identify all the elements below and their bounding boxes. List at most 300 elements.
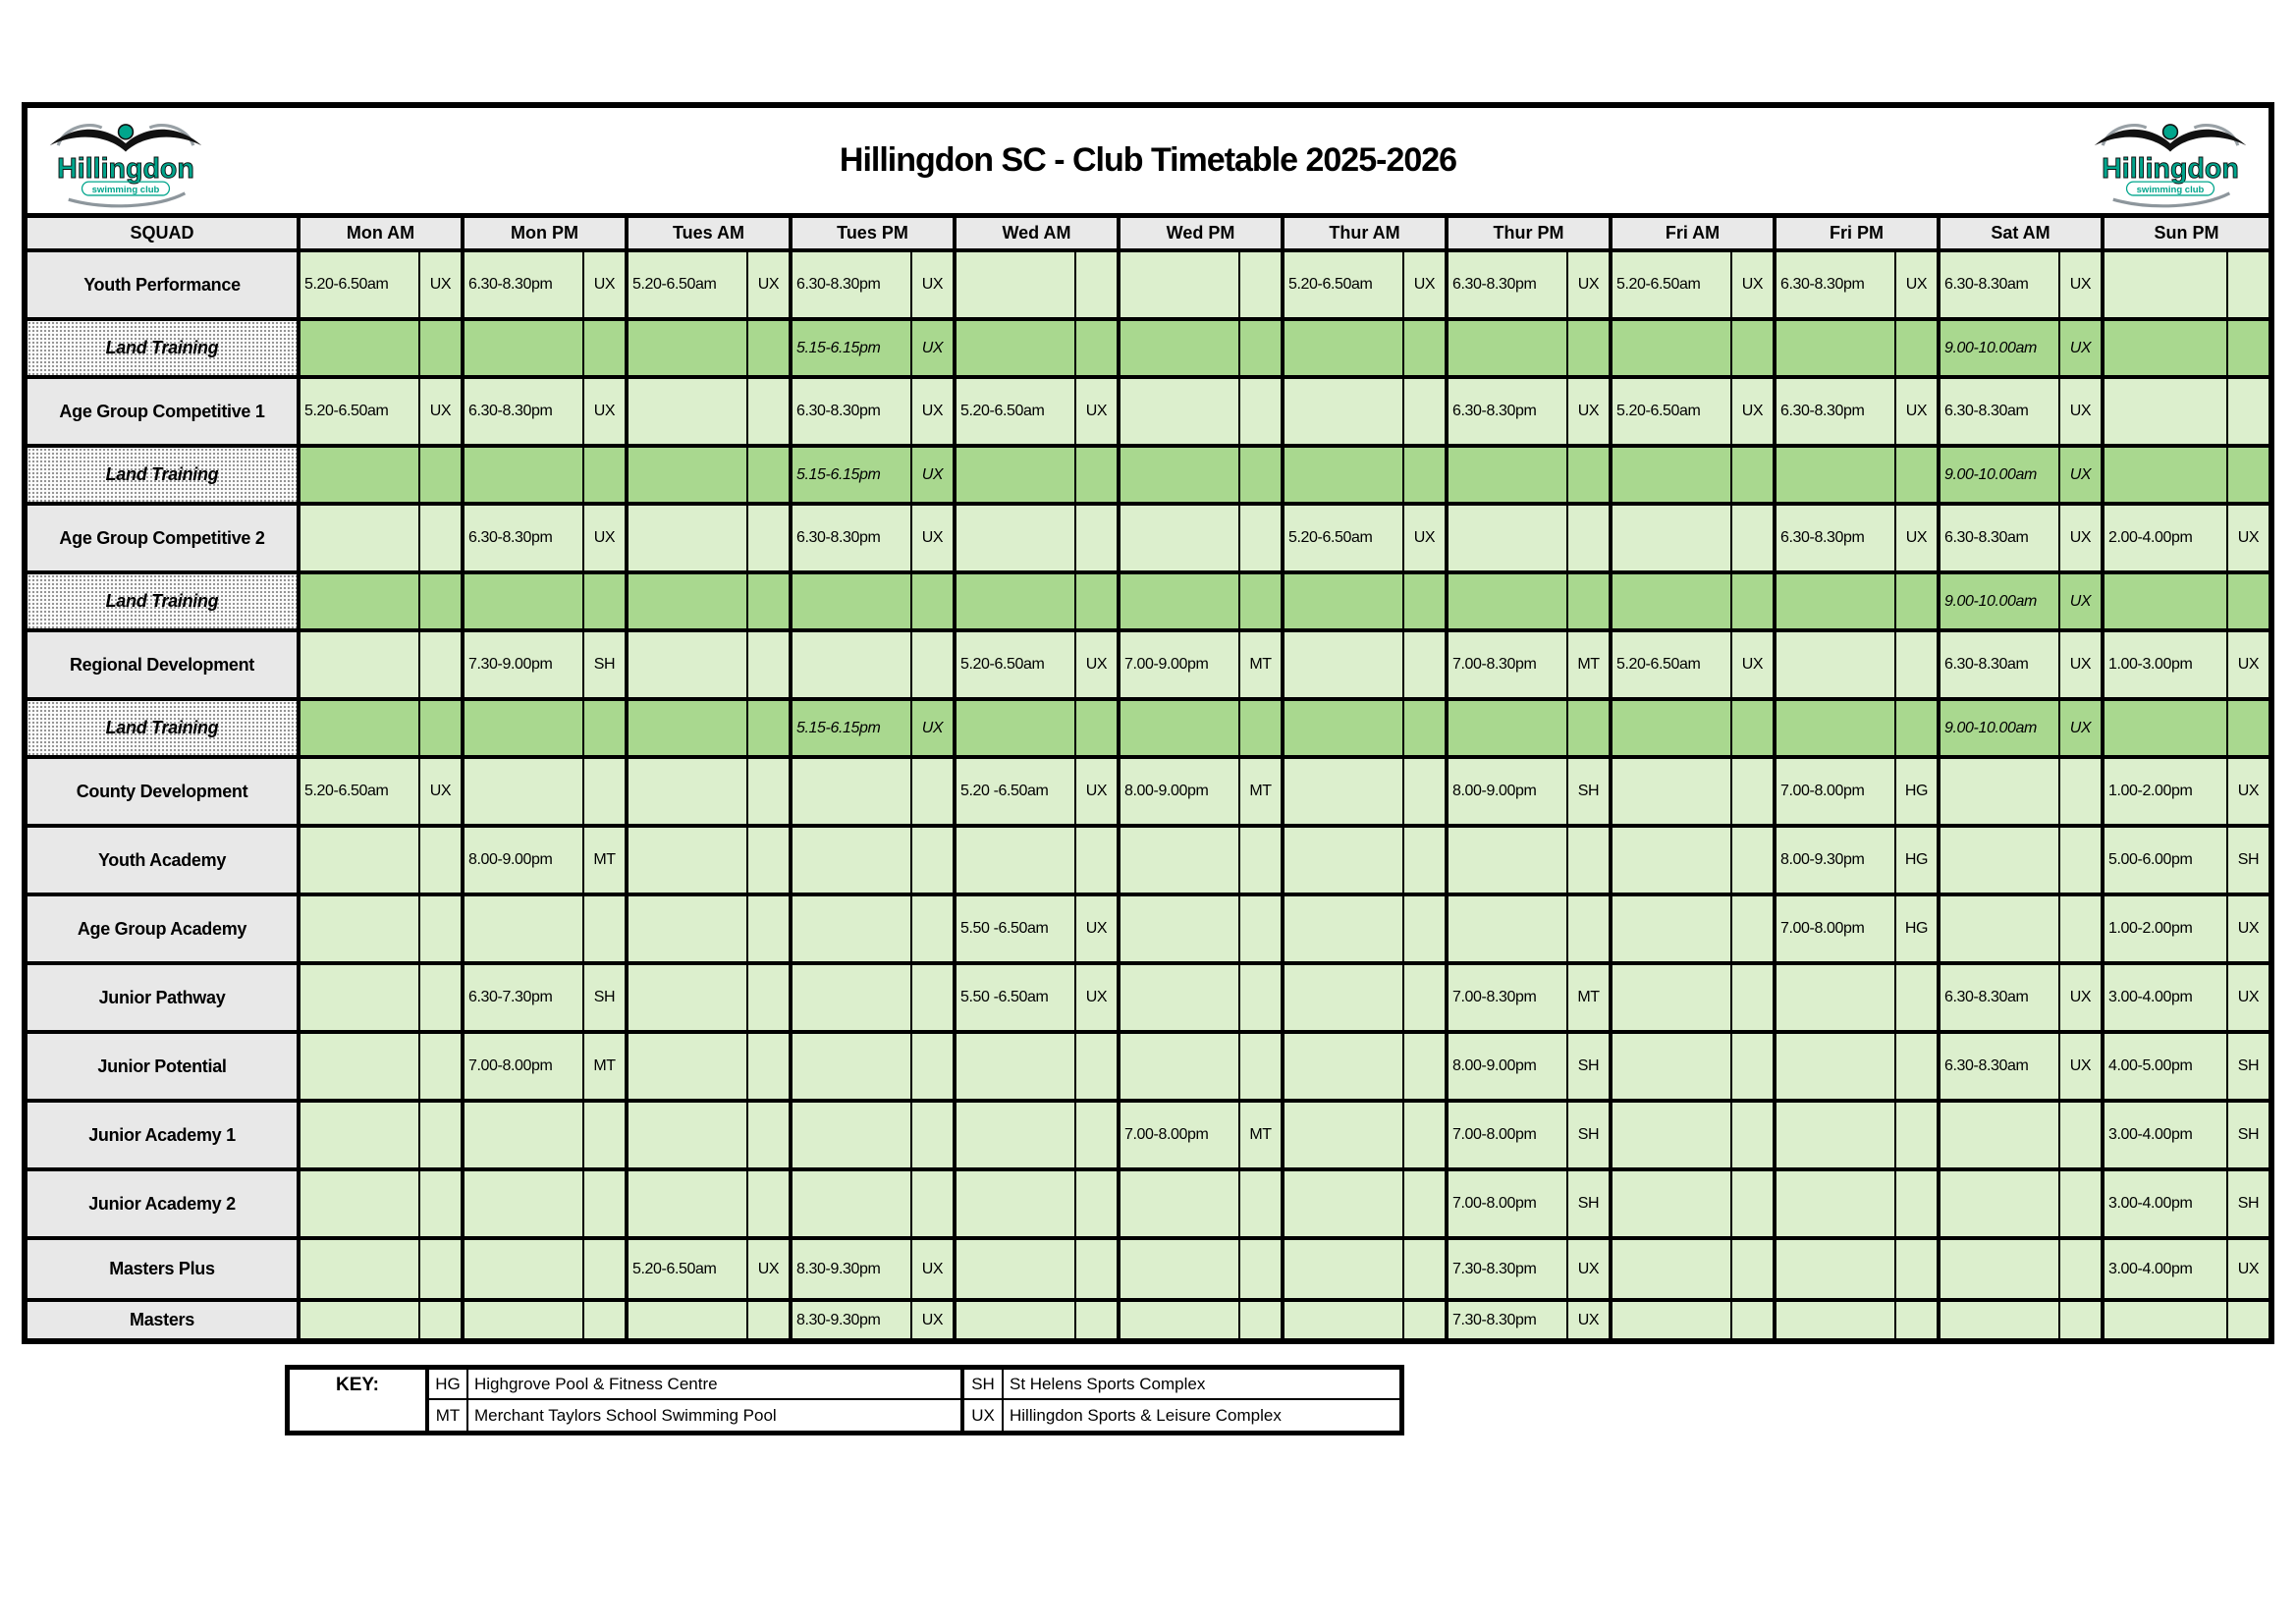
session-time <box>1449 448 1568 502</box>
session-time <box>957 701 1076 755</box>
session-venue-code: UX <box>2237 989 2260 1005</box>
session-time <box>465 701 584 755</box>
squad-row <box>27 1240 2269 1302</box>
session-venue-code <box>420 574 461 628</box>
session-cell <box>465 1034 629 1099</box>
session-cell <box>629 1034 793 1099</box>
session-time <box>301 574 420 628</box>
session-cell <box>957 632 1121 697</box>
session-venue-code: UX <box>1413 529 1436 546</box>
session-time <box>957 1103 1076 1167</box>
session-cell <box>957 448 1121 502</box>
session-venue-code: SH <box>2237 851 2260 868</box>
session-venue-code: UX <box>921 276 944 293</box>
squad-row <box>27 1302 2269 1338</box>
session-cell <box>1449 632 1613 697</box>
session-cell <box>465 632 629 697</box>
venue-name: Merchant Taylors School Swimming Pool <box>468 1400 964 1431</box>
session-time <box>2105 379 2228 444</box>
session-time <box>957 506 1076 570</box>
column-header-thur-pm: Thur PM <box>1449 218 1613 248</box>
session-venue-code <box>2228 574 2269 628</box>
session-venue-code: MT <box>593 1057 616 1074</box>
session-venue-code <box>912 965 953 1030</box>
session-time <box>1449 506 1568 570</box>
session-cell <box>1285 506 1449 570</box>
session-venue-code <box>1240 896 1281 961</box>
session-time <box>1285 701 1404 755</box>
session-time <box>1613 1103 1732 1167</box>
session-venue-code <box>1240 252 1281 317</box>
session-time: 5.15-6.15pm <box>793 321 912 375</box>
session-time <box>1777 1302 1896 1338</box>
session-venue-code: UX <box>921 465 944 483</box>
session-cell <box>1613 1171 1777 1236</box>
session-time <box>1941 1171 2060 1236</box>
session-cell <box>1121 252 1285 317</box>
session-cell <box>2105 1103 2269 1167</box>
session-venue-code <box>1732 1240 1773 1298</box>
venue-code: HG <box>429 1370 468 1398</box>
session-venue-code <box>1568 574 1609 628</box>
session-time <box>629 701 748 755</box>
column-header-wed-am: Wed AM <box>957 218 1121 248</box>
session-cell <box>465 1302 629 1338</box>
session-time <box>1613 965 1732 1030</box>
session-venue-code: UX <box>921 339 944 356</box>
session-cell <box>1121 828 1285 893</box>
session-cell <box>1941 1103 2105 1167</box>
column-header-fri-am: Fri AM <box>1613 218 1777 248</box>
session-venue-code <box>1732 448 1773 502</box>
squad-label: Age Group Academy <box>27 896 301 961</box>
session-cell <box>2105 321 2269 375</box>
session-cell <box>1777 701 1941 755</box>
session-venue-code <box>1076 321 1117 375</box>
session-time <box>1613 1034 1732 1099</box>
session-cell <box>1121 1103 1285 1167</box>
session-venue-code: UX <box>593 529 616 546</box>
session-venue-code <box>1404 632 1445 697</box>
session-cell <box>301 1240 465 1298</box>
session-venue-code: SH <box>2237 1195 2260 1212</box>
session-time: 6.30-8.30am <box>1941 506 2060 570</box>
squad-label: Junior Pathway <box>27 965 301 1030</box>
squad-label: Land Training <box>27 574 301 628</box>
session-cell <box>629 1240 793 1298</box>
session-venue-code <box>2060 896 2101 961</box>
session-time: 5.20 -6.50am <box>957 759 1076 824</box>
session-venue-code: UX <box>1905 529 1928 546</box>
session-cell <box>1121 1034 1285 1099</box>
session-time <box>1777 1240 1896 1298</box>
session-venue-code <box>2228 1302 2269 1338</box>
session-cell <box>1777 321 1941 375</box>
session-cell <box>629 896 793 961</box>
session-time <box>957 574 1076 628</box>
session-time <box>465 896 584 961</box>
session-venue-code <box>912 632 953 697</box>
session-cell <box>957 1302 1121 1338</box>
session-cell <box>957 828 1121 893</box>
session-cell <box>629 252 793 317</box>
session-time <box>465 1171 584 1236</box>
session-venue-code <box>748 965 789 1030</box>
session-venue-code <box>420 448 461 502</box>
column-header-row <box>27 218 2269 252</box>
session-venue-code <box>912 759 953 824</box>
club-logo-icon <box>37 112 214 210</box>
session-time <box>465 1240 584 1298</box>
session-venue-code: MT <box>1577 989 1600 1005</box>
squad-label: County Development <box>27 759 301 824</box>
column-header-tues-am: Tues AM <box>629 218 793 248</box>
session-time: 5.50 -6.50am <box>957 965 1076 1030</box>
session-venue-code <box>1732 1302 1773 1338</box>
session-time: 7.30-8.30pm <box>1449 1302 1568 1338</box>
session-venue-code <box>1076 448 1117 502</box>
session-time: 7.00-8.00pm <box>1449 1103 1568 1167</box>
session-cell <box>1121 1240 1285 1298</box>
session-time <box>301 828 420 893</box>
session-venue-code: UX <box>1577 276 1600 293</box>
session-venue-code: MT <box>1577 656 1600 673</box>
session-time <box>301 448 420 502</box>
session-venue-code: UX <box>757 1260 780 1277</box>
session-venue-code <box>748 321 789 375</box>
session-cell <box>1941 574 2105 628</box>
session-venue-code <box>1240 701 1281 755</box>
session-venue-code <box>912 1034 953 1099</box>
session-time <box>1285 574 1404 628</box>
session-time: 6.30-8.30am <box>1941 379 2060 444</box>
session-venue-code <box>2060 828 2101 893</box>
session-cell <box>1613 252 1777 317</box>
session-venue-code: UX <box>1085 920 1108 937</box>
session-venue-code <box>1076 252 1117 317</box>
session-time: 6.30-8.30am <box>1941 965 2060 1030</box>
session-time <box>1941 1240 2060 1298</box>
session-time: 9.00-10.00am <box>1941 701 2060 755</box>
session-time: 3.00-4.00pm <box>2105 1240 2228 1298</box>
session-time: 6.30-8.30am <box>1941 252 2060 317</box>
session-cell <box>629 321 793 375</box>
session-time <box>793 896 912 961</box>
session-cell <box>465 379 629 444</box>
session-venue-code <box>1076 701 1117 755</box>
session-cell <box>465 828 629 893</box>
session-time <box>1121 574 1240 628</box>
session-cell <box>957 321 1121 375</box>
session-venue-code <box>1240 448 1281 502</box>
session-venue-code: UX <box>2237 1260 2260 1277</box>
session-venue-code: HG <box>1904 783 1929 799</box>
squad-label: Youth Academy <box>27 828 301 893</box>
session-cell <box>957 574 1121 628</box>
session-venue-code <box>1076 506 1117 570</box>
session-cell <box>1121 574 1285 628</box>
session-time <box>1613 701 1732 755</box>
session-time <box>1121 448 1240 502</box>
land-training-row <box>27 701 2269 759</box>
session-cell <box>1777 1171 1941 1236</box>
session-cell <box>629 379 793 444</box>
column-header-mon-am: Mon AM <box>301 218 465 248</box>
session-venue-code <box>1896 1171 1937 1236</box>
session-cell <box>2105 828 2269 893</box>
squad-label: Land Training <box>27 448 301 502</box>
session-time <box>629 448 748 502</box>
session-cell <box>1613 759 1777 824</box>
session-time <box>1121 701 1240 755</box>
session-venue-code: UX <box>1085 989 1108 1005</box>
session-time <box>301 1103 420 1167</box>
squad-row <box>27 506 2269 574</box>
session-venue-code: UX <box>2069 276 2092 293</box>
session-cell <box>793 896 957 961</box>
land-training-row <box>27 448 2269 506</box>
session-cell <box>1449 1171 1613 1236</box>
session-time: 3.00-4.00pm <box>2105 1103 2228 1167</box>
session-time <box>793 1171 912 1236</box>
session-venue-code <box>1240 1240 1281 1298</box>
session-time <box>465 759 584 824</box>
session-venue-code: UX <box>1905 276 1928 293</box>
session-cell <box>2105 632 2269 697</box>
squad-label: Junior Potential <box>27 1034 301 1099</box>
session-cell <box>1613 632 1777 697</box>
session-venue-code: UX <box>2069 719 2092 736</box>
session-venue-code: MT <box>1249 783 1272 799</box>
session-time: 8.00-9.00pm <box>1449 759 1568 824</box>
session-venue-code <box>1568 321 1609 375</box>
session-cell <box>301 321 465 375</box>
session-cell <box>629 448 793 502</box>
session-venue-code <box>2060 1302 2101 1338</box>
session-time <box>1613 574 1732 628</box>
session-venue-code <box>1404 448 1445 502</box>
session-time <box>629 506 748 570</box>
session-time <box>1777 321 1896 375</box>
session-venue-code <box>1404 321 1445 375</box>
squad-row <box>27 1103 2269 1171</box>
session-venue-code <box>420 632 461 697</box>
session-venue-code <box>1404 1103 1445 1167</box>
session-time <box>1613 506 1732 570</box>
session-venue-code: UX <box>1577 1260 1600 1277</box>
squad-label: Land Training <box>27 701 301 755</box>
session-time: 1.00-2.00pm <box>2105 759 2228 824</box>
session-cell <box>465 252 629 317</box>
session-cell <box>1941 965 2105 1030</box>
session-cell <box>2105 1240 2269 1298</box>
session-venue-code <box>1732 896 1773 961</box>
session-cell <box>957 1171 1121 1236</box>
session-time <box>1285 632 1404 697</box>
session-time <box>1613 321 1732 375</box>
session-venue-code: UX <box>2237 920 2260 937</box>
session-cell <box>1613 965 1777 1030</box>
session-cell <box>1941 252 2105 317</box>
session-cell <box>1121 379 1285 444</box>
session-venue-code <box>1076 1302 1117 1338</box>
session-cell <box>1121 632 1285 697</box>
session-venue-code <box>1240 965 1281 1030</box>
session-venue-code: SH <box>1577 783 1600 799</box>
session-cell <box>1777 379 1941 444</box>
session-time <box>1285 1103 1404 1167</box>
session-time: 5.20-6.50am <box>1285 252 1404 317</box>
session-cell <box>2105 448 2269 502</box>
session-time <box>2105 252 2228 317</box>
session-cell <box>1777 632 1941 697</box>
session-time <box>1285 1240 1404 1298</box>
session-venue-code <box>1076 1103 1117 1167</box>
session-cell <box>793 252 957 317</box>
session-cell <box>629 759 793 824</box>
session-time <box>301 1240 420 1298</box>
squad-label: Junior Academy 1 <box>27 1103 301 1167</box>
session-time: 6.30-8.30pm <box>465 506 584 570</box>
squad-label: Masters Plus <box>27 1240 301 1298</box>
session-cell <box>1941 1034 2105 1099</box>
session-venue-code <box>420 1240 461 1298</box>
session-time <box>465 1103 584 1167</box>
session-cell <box>957 379 1121 444</box>
session-time <box>629 379 748 444</box>
column-header-mon-pm: Mon PM <box>465 218 629 248</box>
session-time <box>1941 759 2060 824</box>
session-time <box>957 1240 1076 1298</box>
squad-row <box>27 632 2269 701</box>
session-venue-code <box>748 574 789 628</box>
session-venue-code <box>584 701 625 755</box>
session-cell <box>1285 448 1449 502</box>
session-venue-code <box>2228 321 2269 375</box>
session-time <box>793 828 912 893</box>
session-time <box>1613 1240 1732 1298</box>
session-venue-code <box>2228 379 2269 444</box>
session-time <box>1941 828 2060 893</box>
session-time <box>2105 1302 2228 1338</box>
session-venue-code: UX <box>2069 465 2092 483</box>
session-time: 6.30-8.30pm <box>1449 252 1568 317</box>
session-time <box>465 448 584 502</box>
session-cell <box>1613 574 1777 628</box>
session-venue-code: UX <box>2069 656 2092 673</box>
session-venue-code: UX <box>1905 403 1928 419</box>
session-venue-code <box>1896 701 1937 755</box>
session-cell <box>1121 965 1285 1030</box>
session-cell <box>957 701 1121 755</box>
session-cell <box>1941 379 2105 444</box>
session-time <box>1777 1034 1896 1099</box>
session-cell <box>1613 1103 1777 1167</box>
session-cell <box>793 379 957 444</box>
session-time <box>301 321 420 375</box>
session-time <box>301 506 420 570</box>
session-venue-code <box>584 574 625 628</box>
session-time: 7.00-8.00pm <box>465 1034 584 1099</box>
session-cell <box>793 1103 957 1167</box>
session-cell <box>465 965 629 1030</box>
session-time <box>1285 1034 1404 1099</box>
session-venue-code <box>1732 965 1773 1030</box>
session-time <box>1121 1240 1240 1298</box>
session-time <box>2105 574 2228 628</box>
session-time <box>1941 1103 2060 1167</box>
session-cell <box>1777 759 1941 824</box>
session-venue-code: UX <box>921 719 944 736</box>
logo-wordmark: Hillingdon <box>2102 152 2239 185</box>
session-venue-code: UX <box>1577 403 1600 419</box>
session-cell <box>629 574 793 628</box>
session-cell <box>1777 1034 1941 1099</box>
column-header-tues-pm: Tues PM <box>793 218 957 248</box>
session-cell <box>793 701 957 755</box>
logo-wordmark: Hillingdon <box>57 152 194 185</box>
session-cell <box>1613 701 1777 755</box>
session-time <box>957 1171 1076 1236</box>
session-venue-code <box>2060 1240 2101 1298</box>
session-time: 7.00-8.00pm <box>1449 1171 1568 1236</box>
session-cell <box>2105 574 2269 628</box>
session-venue-code: UX <box>921 403 944 419</box>
session-venue-code <box>420 828 461 893</box>
session-venue-code <box>912 896 953 961</box>
session-cell <box>957 896 1121 961</box>
session-time <box>1613 448 1732 502</box>
session-cell <box>1121 1171 1285 1236</box>
session-cell <box>629 1103 793 1167</box>
session-venue-code <box>1732 759 1773 824</box>
session-time <box>793 965 912 1030</box>
session-cell <box>1613 448 1777 502</box>
session-venue-code <box>1076 828 1117 893</box>
session-cell <box>1777 574 1941 628</box>
squad-label: Junior Academy 2 <box>27 1171 301 1236</box>
session-time: 5.20-6.50am <box>301 252 420 317</box>
session-time <box>1285 379 1404 444</box>
session-time <box>301 896 420 961</box>
session-time <box>1449 321 1568 375</box>
session-venue-code: UX <box>2069 529 2092 546</box>
session-venue-code <box>1404 1171 1445 1236</box>
session-venue-code <box>1240 574 1281 628</box>
session-venue-code <box>1240 1034 1281 1099</box>
session-cell <box>1941 701 2105 755</box>
session-cell <box>2105 252 2269 317</box>
session-cell <box>1777 506 1941 570</box>
session-time: 5.20-6.50am <box>301 379 420 444</box>
session-cell <box>2105 701 2269 755</box>
session-cell <box>2105 1171 2269 1236</box>
session-cell <box>957 506 1121 570</box>
session-time: 8.00-9.00pm <box>1449 1034 1568 1099</box>
session-cell <box>1941 828 2105 893</box>
session-cell <box>301 252 465 317</box>
session-time <box>1777 1103 1896 1167</box>
session-cell <box>301 1302 465 1338</box>
session-cell <box>793 506 957 570</box>
session-venue-code: UX <box>1085 656 1108 673</box>
session-cell <box>1941 321 2105 375</box>
session-time: 7.00-9.00pm <box>1121 632 1240 697</box>
session-cell <box>465 1240 629 1298</box>
session-time <box>1285 448 1404 502</box>
session-venue-code <box>1404 574 1445 628</box>
session-venue-code <box>1732 701 1773 755</box>
